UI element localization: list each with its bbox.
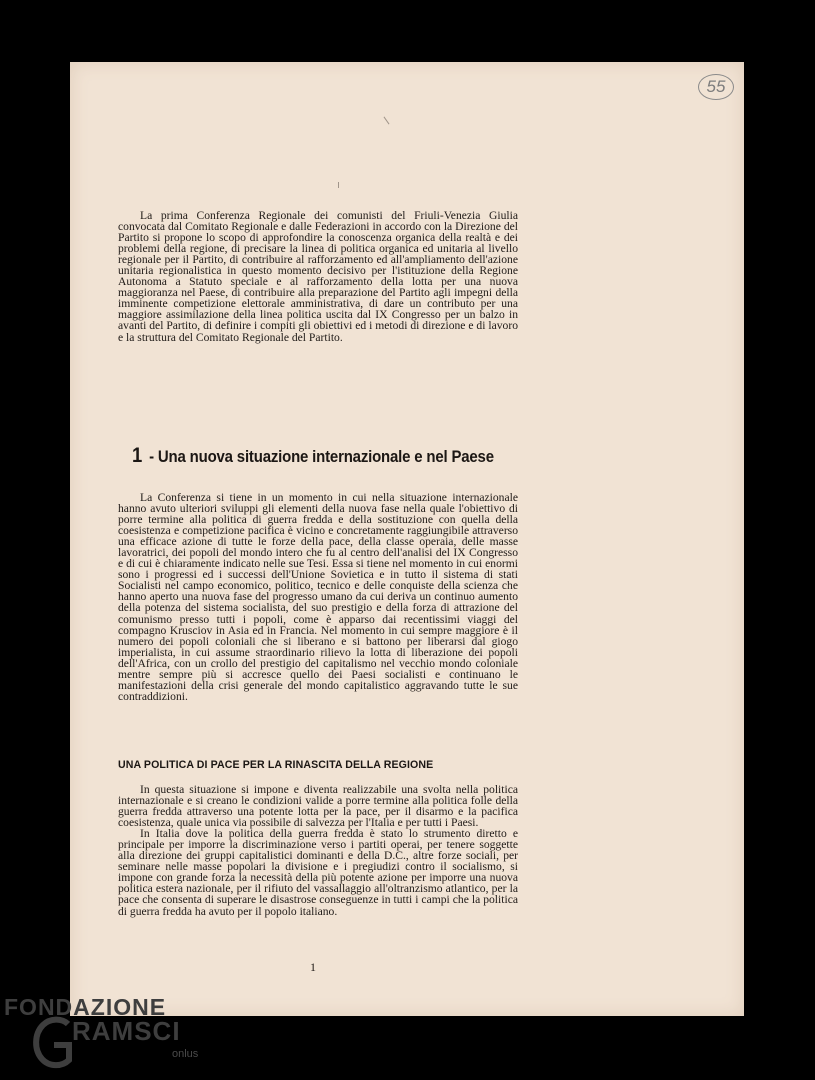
section-paragraph: La Conferenza si tiene in un momento in cui nella situazione internazionale hanno avuto ulteriori sviluppi gli elementi della nuova fase nella quale l'obiettivo di porre termine alla politica di guerra fredda e della sostituzione con quella della coesistenza e competizione pacifica è vicino e concretamente raggiungibile attraverso una efficace azione di tutte le forze della pace, della classe operaia, delle masse lavoratrici, dei popoli del mondo intero che fu al centro dell'analisi del IX Congresso e di cui è chiaramente indicato nelle sue Tesi. Essa si tiene nel momento in cui enormi sono i progressi ed i successi dell'Unione Sovietica e in tutto il sistema di stati Socialisti nel campo economico, politico, tecnico e delle conquiste della scienza che hanno aperto una nuova fase del progresso umano da cui deriva un continuo aumento della potenza del sistema socialista, del suo prestigio e della forza di attrazione del comunismo presso tutti i popoli, come è apparso dai recentissimi viaggi del compagno Krusciov in Asia ed in Francia. Nel momento in cui sempre maggiore è il numero dei popoli coloniali che si liberano e si battono per liberarsi dal giogo imperialista, in cui assume straordinario rilievo la lotta di liberazione dei popoli dell'Africa, con un crollo del prestigio del capitalismo nel vecchio mondo coloniale mentre sempre più si accresce quello dei Paesi socialisti e continuano le manifestazioni della crisi generale del mondo capitalistico aggravando tutte le sue contraddizioni. — [118, 491, 518, 703]
paper-mark — [338, 182, 339, 188]
foundation-watermark — [0, 990, 300, 1080]
watermark-line2: RAMSCI — [72, 1016, 181, 1046]
watermark-line3: onlus — [172, 1048, 199, 1060]
section-title: - Una nuova situazione internazionale e nel Paese — [149, 447, 494, 466]
intro-paragraph: La prima Conferenza Regionale dei comunisti del Friuli-Venezia Giulia convocata dal Comitato Regionale e dalle Federazioni in accordo con la Direzione del Partito si propone lo scopo di approfondire la conoscenza organica della realtà e dei problemi della regione, di precisare la linea di politica organica ed unitaria al livello regionale per il Partito, di contribuire al rafforzamento ed all'ampliamento dell'azione unitaria regionalistica in questo momento decisivo per l'istituzione della Regione Autonoma a Statuto speciale e al rafforzamento della lotta per una nuova maggioranza nel Paese, di contribuire alla preparazione del Partito agli impegni della imminente competizione elettorale amministrativa, di dare un contributo per una maggiore assimilazione della linea politica uscita dal IX Congresso per un balzo in avanti del Partito, di definire i compiti gli obiettivi ed i metodi di direzione e di lavoro e la struttura del Comitato Regionale del Partito. — [118, 209, 518, 344]
subsection-paragraph: In Italia dove la politica della guerra fredda è stato lo strumento diretto e principale per imporre la discriminazione verso i partiti operai, per tenere soggette alla direzione dei gruppi capitalistici dominanti e della D.C., altre forze sociali, per seminare nelle masse popolari la divisione e i pregiudizi contro il socialismo, si impone con grande forza la necessità della più potente azione per imporre una nuova politica estera nazionale, per il rifiuto del vassallaggio all'oltranzismo atlantico, per la pace che consenta di superare le disastrose conseguenze in tutti i campi che la politica di guerra fredda ha avuto per il popolo italiano. — [118, 827, 518, 918]
subsection-title: UNA POLITICA DI PACE PER LA RINASCITA DELLA REGIONE — [118, 759, 434, 771]
subsection-paragraph: In questa situazione si impone e diventa realizzabile una svolta nella politica internazionale e si creano le condizioni valide a porre termine alla politica folle della guerra fredda attraverso una potente lotta per la pace, per il disarmo e la pacifica coesistenza, quale unica via possibile di salvezza per l'Italia e per tutti i Paesi. — [118, 783, 518, 830]
page-stamp: 55 — [698, 74, 734, 100]
folio-number: 1 — [310, 960, 316, 974]
gramsci-g-logo-icon — [32, 1014, 76, 1072]
subsection-body — [118, 784, 518, 917]
watermark-line1: FONDAZIONE — [4, 994, 167, 1020]
paper-mark — [384, 117, 390, 125]
section-number: 1 — [132, 444, 143, 467]
document-page — [70, 62, 744, 1016]
section-heading — [132, 444, 502, 468]
